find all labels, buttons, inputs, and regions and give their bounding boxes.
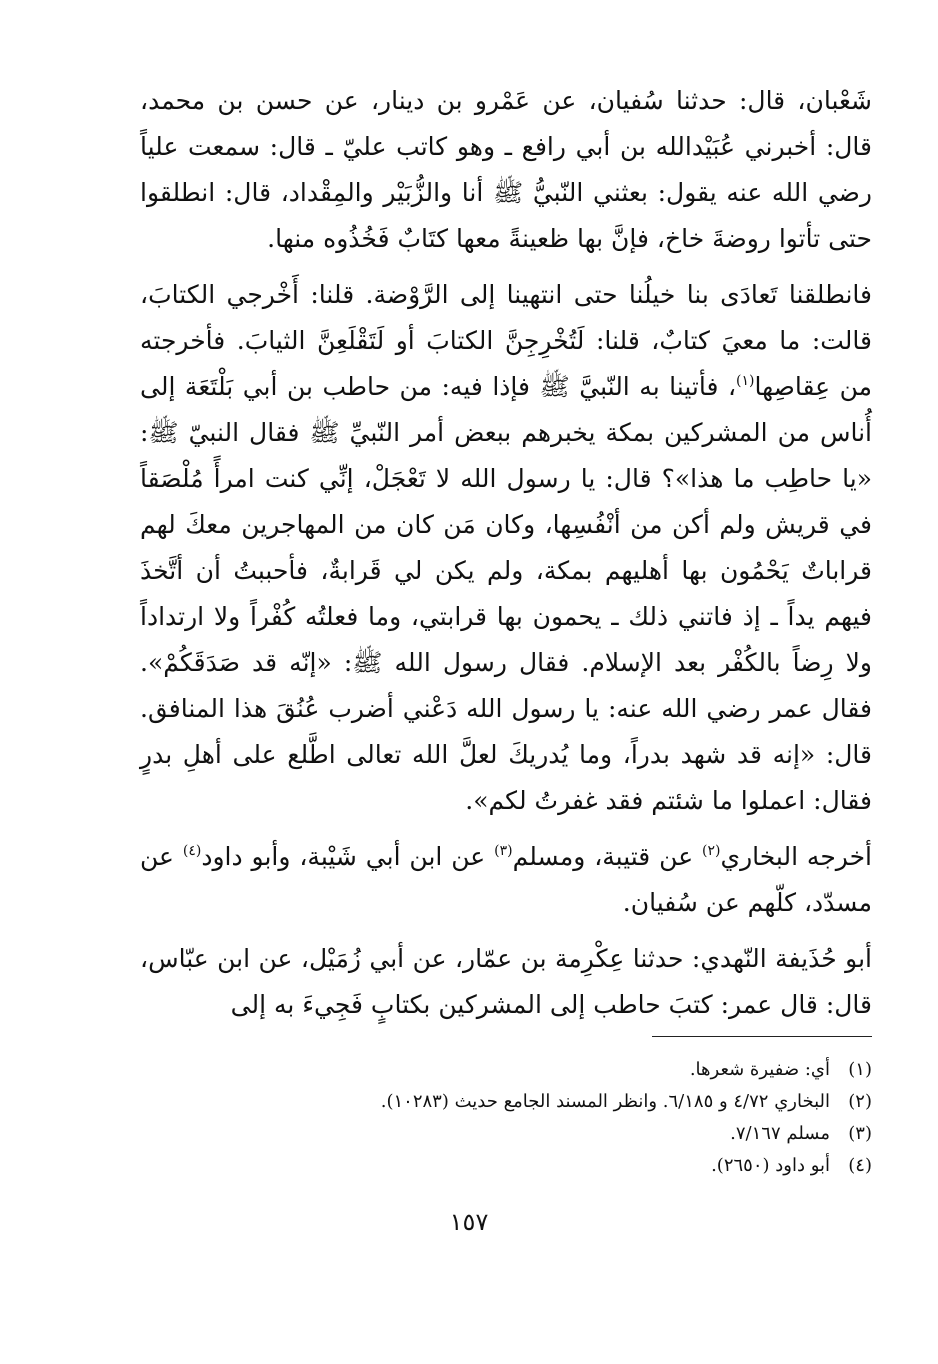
footnote-1 (140, 1054, 872, 1086)
page-body (140, 78, 872, 1028)
paragraph-3-part-d: عن مسدّد، كلّهم عن سُفيان. (140, 842, 872, 917)
footnote-text: أبو داود (٢٦٥٠). (711, 1155, 830, 1176)
paragraph-3-part-b: عن قتيبة، ومسلم (512, 842, 703, 871)
paragraph-2 (140, 272, 872, 824)
footnote-ref-3: (٣) (494, 843, 513, 859)
footnote-4 (140, 1150, 872, 1182)
footnote-2 (140, 1086, 872, 1118)
paragraph-3-part-a: أخرجه البخاري (720, 842, 872, 871)
paragraph-2-part-a: فانطلقنا تَعادَى بنا خيلُنا حتى انتهينا إلى الرَّوْضة. قلنا: أَخْرجي الكتابَ، قالت: ما معيَ كتابٌ، قلنا: لَتُخْرِجِنَّ الكتابَ أو لَتَقْلَعِنَّ الثيابَ. فأخرجته من عِقاصِها (140, 280, 872, 401)
footnote-text: البخاري ٤/٧٢ و ٦/١٨٥. وانظر المسند الجامع حديث (١٠٢٨٣). (380, 1091, 830, 1112)
footnote-separator (652, 1036, 872, 1037)
paragraph-1: شَعْبان، قال: حدثنا سُفيان، عن عَمْرو بن دينار، عن حسن بن محمد، قال: أخبرني عُبَيْدالله بن أبي رافع ـ وهو كاتب عليّ ـ قال: سمعت علياً رضي الله عنه يقول: بعثني النّبيُّ ﷺ أنا والزُّبَيْر والمِقْداد، قال: انطلقوا حتى تأتوا روضةَ خاخ، فإنَّ بها ظعينةً معها كتَابٌ فَخُذُوه منها. (140, 86, 872, 253)
footnote-number: (٤) (848, 1155, 872, 1176)
paragraph-4: أبو حُذَيفة النّهدي: حدثنا عِكْرِمة بن عمّار، عن أبي زُمَيْل، عن ابن عبّاس، قال: قال عمر: كتبَ حاطب إلى المشركين بكتابٍ فَجِيءَ به إلى (140, 944, 872, 1019)
footnotes (140, 1054, 872, 1182)
footnote-text: مسلم ٧/١٦٧. (730, 1123, 830, 1144)
footnote-text: أي: ضفيرة شعرها. (689, 1059, 830, 1080)
page-number: ١٥٧ (449, 1208, 489, 1236)
footnote-number: (٢) (848, 1091, 872, 1112)
paragraph-3-part-c: عن ابن أبي شَيْبة، وأبو داود (201, 842, 495, 871)
footnote-ref-4: (٤) (182, 843, 202, 859)
footnote-number: (١) (848, 1059, 872, 1080)
paragraph-2-part-b: ، فأتينا به النّبيَّ ﷺ فإذا فيه: من حاطب بن أبي بَلْتَعَة إلى أُناس من المشركين بمكة يخبرهم ببعض أمر النّبيِّ ﷺ فقال النبيّ ﷺ: «يا حاطِب ما هذا»؟ قال: يا رسول الله لا تَعْجَلْ، إنِّي كنت امرأً مُلْصَقاً في قريش ولم أكن من أنْفُسِها، وكان مَن كان من المهاجرين معكَ لهم قراباتٌ يَحْمُون بها أهليهم بمكة، ولم يكن لي قَرابةٌ، فأحببتُ أن أتَّخذَ فيهم يداً ـ إذ فاتني ذلك ـ يحمون بها قرابتي، وما فعلتُه كُفْراً ولا ارتداداً ولا رِضاً بالكُفْر بعد الإسلام. فقال رسول الله ﷺ: «إنّه قد صَدَقَكُمْ». فقال عمر رضي الله عنه: يا رسول الله دَعْني أضرب عُنُقَ هذا المنافق. قال: «إنه قد شهد بدراً، وما يُدريكَ لعلَّ الله تعالى اطَّلع على أهلِ بدرٍ فقال: اعملوا ما شئتم فقد غفرتُ لكم». (140, 372, 872, 815)
footnote-ref-2: (٢) (702, 843, 721, 859)
paragraph-3 (140, 834, 872, 926)
footnote-3 (140, 1118, 872, 1150)
footnote-ref-1: (١) (736, 373, 755, 389)
footnote-number: (٣) (848, 1123, 872, 1144)
